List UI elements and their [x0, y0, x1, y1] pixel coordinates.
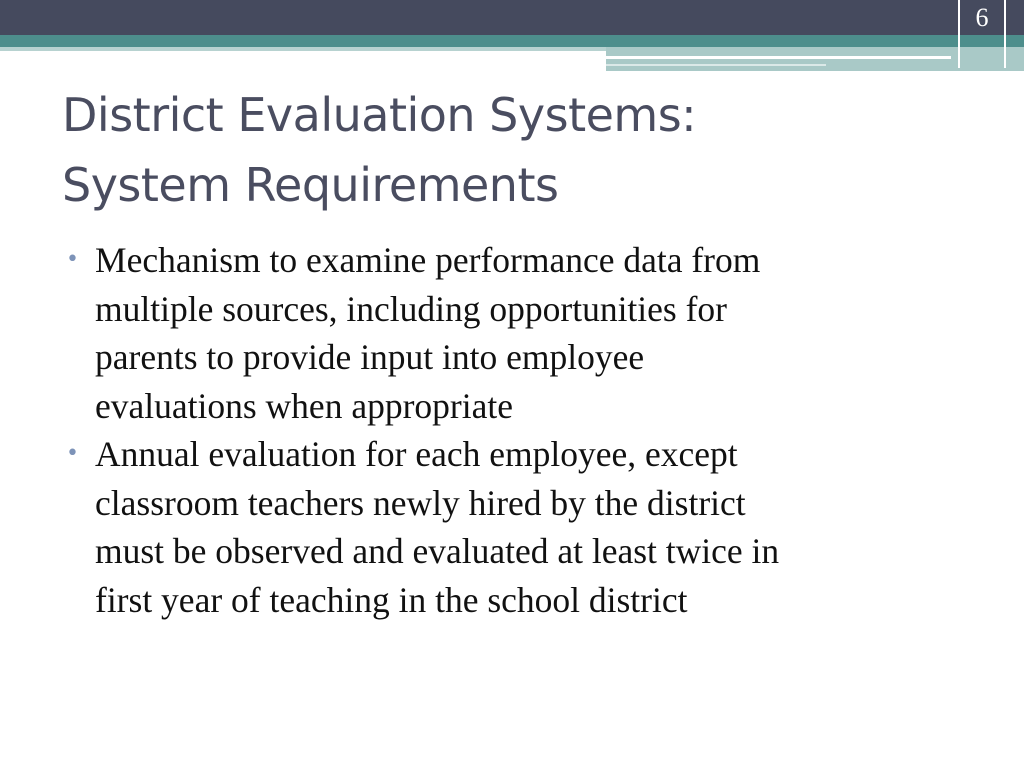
- page-number: 6: [975, 3, 989, 32]
- bullet-text-line: Annual evaluation for each employee, except: [95, 434, 738, 474]
- bullet-text-line: parents to provide input into employee: [95, 337, 645, 377]
- header-accent-thin-stripe: [0, 47, 606, 51]
- header-right-accent-line: [606, 56, 951, 59]
- bullet-marker-icon: •: [66, 247, 79, 272]
- bullet-text-line: classroom teachers newly hired by the district: [95, 482, 746, 523]
- bullet-text-line: Mechanism to examine performance data from: [95, 240, 761, 280]
- header-right-accent-line-secondary: [606, 64, 826, 66]
- bullet-text-line: evaluations when appropriate: [95, 385, 513, 426]
- bullet-text-line: must be observed and evaluated at least twice in: [95, 531, 780, 571]
- bullet-text-line: multiple sources, including opportunities for: [95, 288, 727, 329]
- slide-title: [62, 80, 962, 220]
- header-accent-stripe: [0, 35, 1024, 47]
- header-band: [0, 0, 1024, 35]
- bullet-item-mechanism: [62, 236, 962, 430]
- bullet-marker-icon: •: [66, 441, 79, 466]
- bullet-item-annual-evaluation: [62, 430, 962, 624]
- slide-title-line-2: System Requirements: [62, 158, 559, 212]
- bullet-text-line: first year of teaching in the school district: [95, 579, 688, 620]
- bullet-list: [62, 236, 962, 624]
- slide-title-line-1: District Evaluation Systems:: [62, 88, 697, 142]
